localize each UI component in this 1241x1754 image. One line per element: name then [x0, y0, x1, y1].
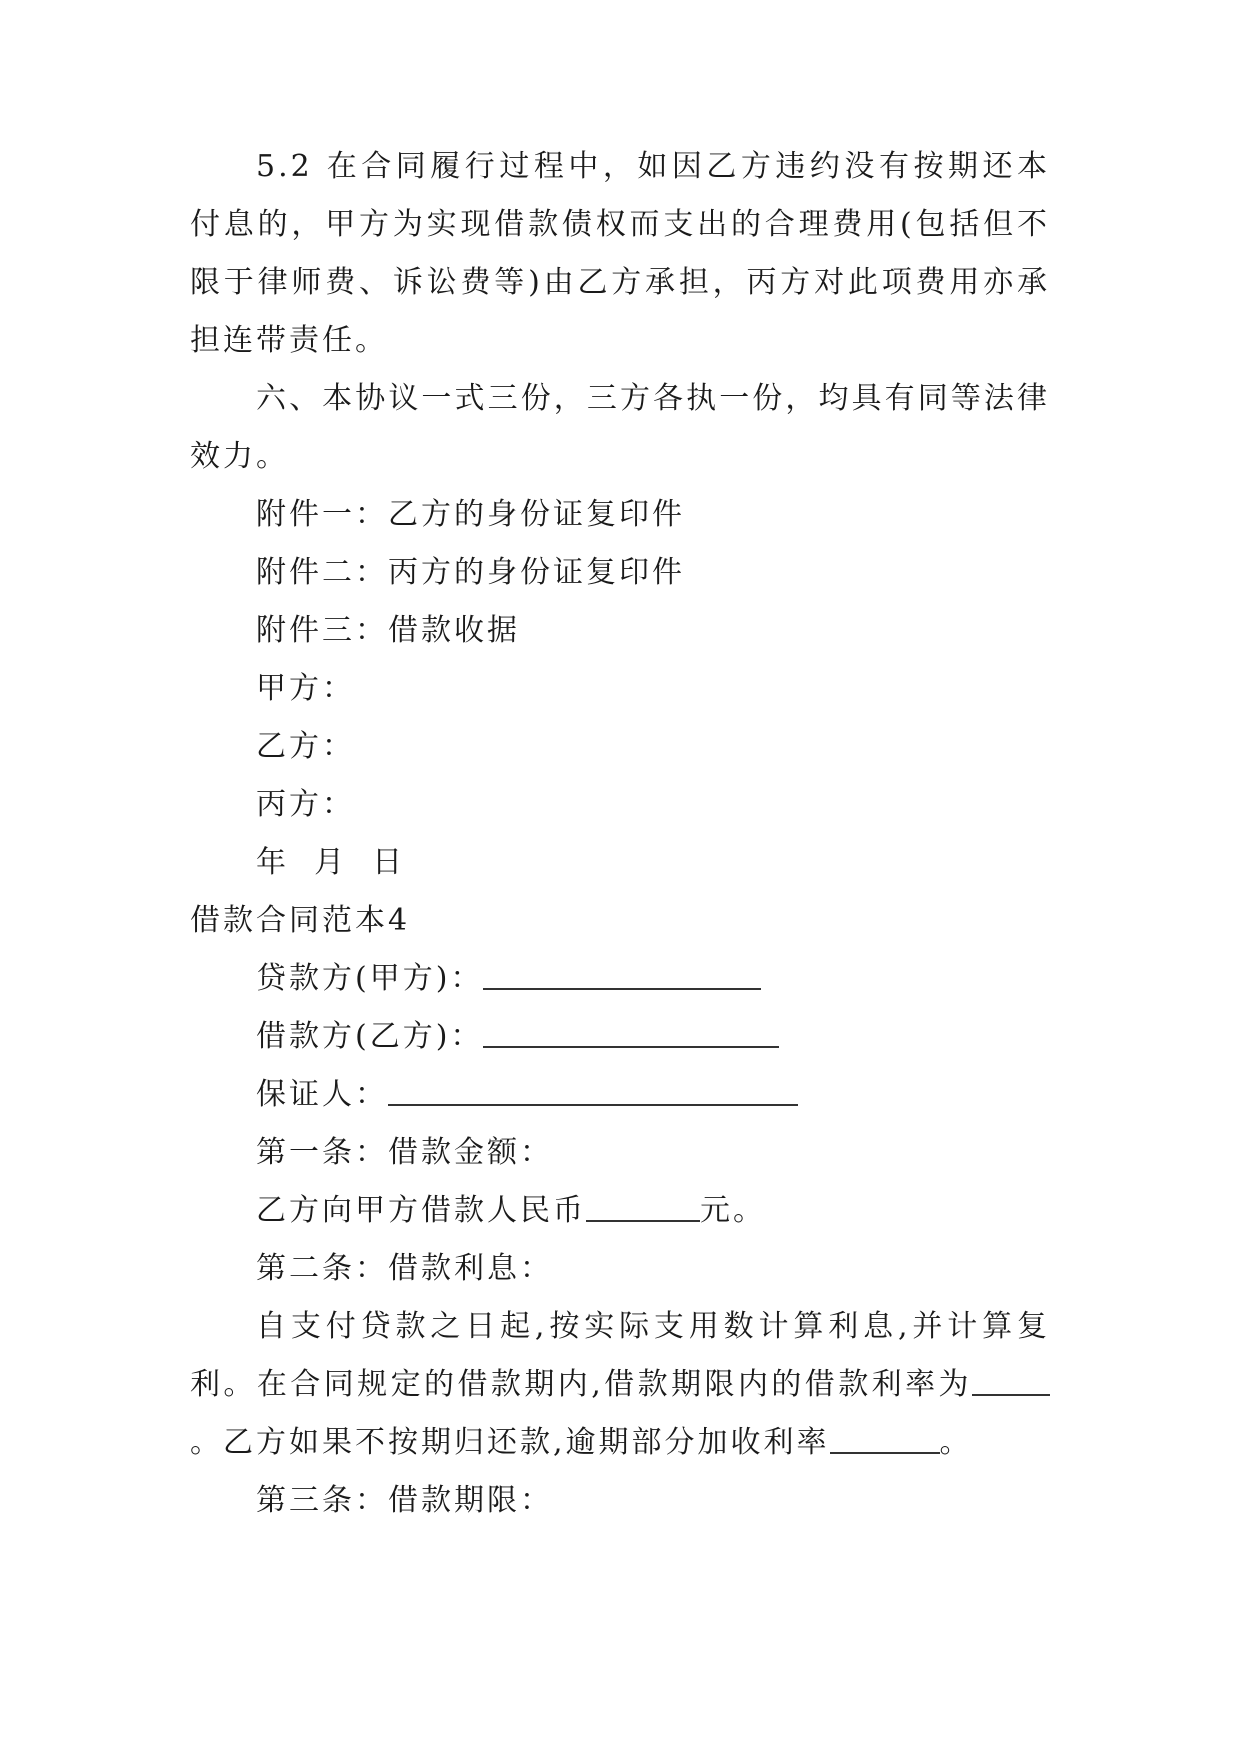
article-2-text-b: 。乙方如果不按期归还款,逾期部分加收利率 — [190, 1425, 830, 1460]
loan-amount-blank — [586, 1190, 700, 1222]
attachment-3: 附件三：借款收据 — [256, 613, 520, 648]
contract-4-title: 借款合同范本4 — [190, 903, 411, 938]
lender-blank — [483, 958, 761, 990]
contract-4-section — [190, 892, 1050, 1530]
article-1-text — [190, 1182, 1050, 1240]
attachment-1: 附件一：乙方的身份证复印件 — [256, 497, 685, 532]
clause-six-text: 六、本协议一式三份，三方各执一份，均具有同等法律效力。 — [190, 381, 1050, 474]
lender-line — [190, 950, 1050, 1008]
attachment-2: 附件二：丙方的身份证复印件 — [256, 555, 685, 590]
article-2-title: 第二条：借款利息： — [256, 1251, 553, 1286]
overdue-rate-blank — [830, 1422, 940, 1454]
borrower-blank — [483, 1016, 779, 1048]
article-1-text-b: 元。 — [700, 1193, 766, 1228]
article-2-text — [190, 1298, 1050, 1472]
article-2-text-a: 自支付贷款之日起,按实际支用数计算利息,并计算复利。在合同规定的借款期内,借款期限内的借款利率为 — [190, 1309, 1050, 1402]
guarantor-line — [190, 1066, 1050, 1124]
guarantor-label: 保证人： — [256, 1077, 388, 1112]
article-3-title: 第三条：借款期限： — [256, 1483, 553, 1518]
party-b-signature: 乙方： — [256, 729, 355, 764]
party-a-signature: 甲方： — [256, 671, 355, 706]
interest-rate-blank — [972, 1364, 1050, 1396]
borrower-line — [190, 1008, 1050, 1066]
party-c-signature: 丙方： — [256, 787, 355, 822]
article-2-text-c: 。 — [939, 1425, 973, 1460]
lender-label: 贷款方(甲方)： — [256, 961, 484, 996]
clause-5-2-text: 5.2 在合同履行过程中，如因乙方违约没有按期还本付息的，甲方为实现借款债权而支出的合理费用(包括但不限于律师费、诉讼费等)由乙方承担，丙方对此项费用亦承担连带责任。 — [190, 149, 1050, 358]
borrower-label: 借款方(乙方)： — [256, 1019, 484, 1054]
clause-six — [190, 370, 1050, 486]
guarantor-blank — [388, 1074, 798, 1106]
attachments-signatures — [190, 486, 1050, 892]
signature-date: 年 月 日 — [256, 845, 406, 880]
article-1-text-a: 乙方向甲方借款人民币 — [256, 1193, 586, 1228]
article-1-title: 第一条：借款金额： — [256, 1135, 553, 1170]
clause-5-2 — [190, 138, 1050, 370]
